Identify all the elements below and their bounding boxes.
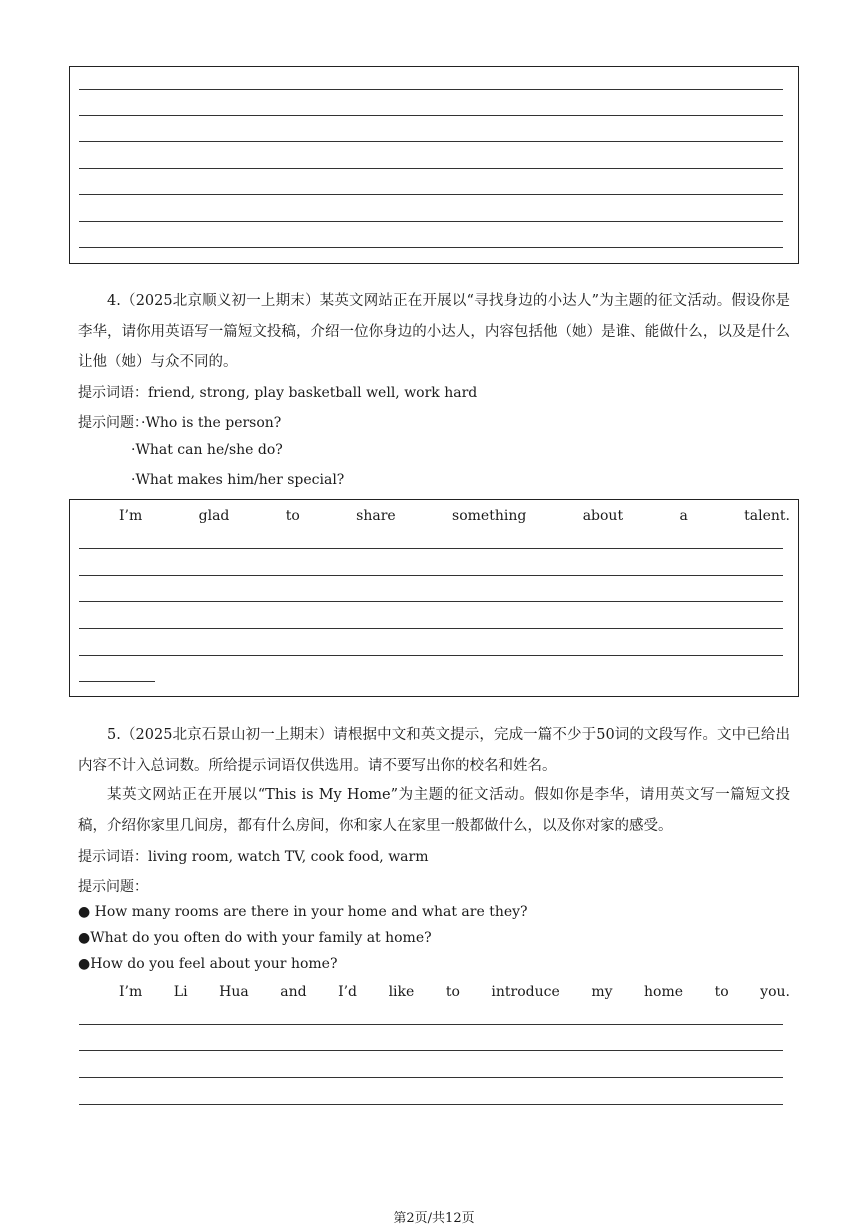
opening-word: you. <box>760 984 790 1000</box>
writing-line <box>79 601 783 602</box>
question-5-stem: 5.（2025北京石景山初一上期末）请根据中文和英文提示，完成一篇不少于50词的文段写作。文中已给出内容不计入总词数。所给提示词语仅供选用。请不要写出你的校名和姓名。 <box>78 727 790 774</box>
q4-hint-questions-label <box>78 412 281 432</box>
opening-word: I’m <box>119 984 143 1000</box>
q4-hint-question-1: ·Who is the person? <box>141 415 282 431</box>
opening-word: share <box>356 508 396 524</box>
opening-word: a <box>679 508 688 524</box>
q4-opening-sentence <box>119 508 790 524</box>
q5-hint-words: 提示词语：living room, watch TV, cook food, warm <box>78 849 429 865</box>
writing-line <box>79 655 783 656</box>
writing-line <box>79 194 783 195</box>
writing-line <box>79 115 783 116</box>
q4-hint-label: 提示问题： <box>78 415 141 431</box>
page-number: 第2页/共12页 <box>393 1211 475 1226</box>
q5-hint-questions-label: 提示问题： <box>78 879 148 895</box>
writing-line <box>79 575 783 576</box>
opening-word: home <box>644 984 684 1000</box>
opening-word: glad <box>198 508 230 524</box>
opening-word: like <box>388 984 415 1000</box>
q4-hint-words: 提示词语：friend, strong, play basketball well, work hard <box>78 385 478 401</box>
q5-hint-question-2: ●What do you often do with your family at home? <box>78 930 432 946</box>
opening-word: about <box>582 508 624 524</box>
writing-line <box>79 89 783 90</box>
opening-word: and <box>280 984 307 1000</box>
q5-opening-sentence <box>119 984 790 1000</box>
writing-line <box>79 1077 783 1078</box>
writing-line <box>79 247 783 248</box>
opening-word: I’d <box>338 984 358 1000</box>
writing-line <box>79 628 783 629</box>
writing-line-short <box>79 681 155 682</box>
writing-line <box>79 141 783 142</box>
writing-line <box>79 1050 783 1051</box>
writing-line <box>79 221 783 222</box>
writing-line <box>79 1024 783 1025</box>
opening-word: to <box>714 984 729 1000</box>
q4-hint-question-2: ·What can he/she do? <box>131 442 283 458</box>
writing-line <box>79 548 783 549</box>
q4-hint-question-3: ·What makes him/her special? <box>131 472 345 488</box>
writing-line <box>79 168 783 169</box>
opening-word: I’m <box>119 508 143 524</box>
opening-word: talent. <box>744 508 790 524</box>
question-4-stem: 4.（2025北京顺义初一上期末）某英文网站正在开展以“寻找身边的小达人”为主题的征文活动。假设你是李华，请你用英语写一篇短文投稿，介绍一位你身边的小达人，内容包括他（她）是谁、能做什么，以及是什么让他（她）与众不同的。 <box>78 293 790 370</box>
q5-hint-question-1: ● How many rooms are there in your home and what are they? <box>78 904 528 920</box>
opening-word: introduce <box>491 984 560 1000</box>
answer-box-q4 <box>69 499 799 697</box>
opening-word: Hua <box>219 984 249 1000</box>
opening-word: my <box>591 984 613 1000</box>
q5-hint-question-3: ●How do you feel about your home? <box>78 956 338 972</box>
opening-word: Li <box>173 984 188 1000</box>
writing-line <box>79 1104 783 1105</box>
question-5-task: 某英文网站正在开展以“This is My Home”为主题的征文活动。假如你是李华，请用英文写一篇短文投稿，介绍你家里几间房，都有什么房间，你和家人在家里一般都做什么，以及你对家的感受。 <box>78 787 790 834</box>
opening-word: to <box>285 508 300 524</box>
opening-word: to <box>445 984 460 1000</box>
opening-word: something <box>452 508 527 524</box>
answer-box-top <box>69 66 799 264</box>
